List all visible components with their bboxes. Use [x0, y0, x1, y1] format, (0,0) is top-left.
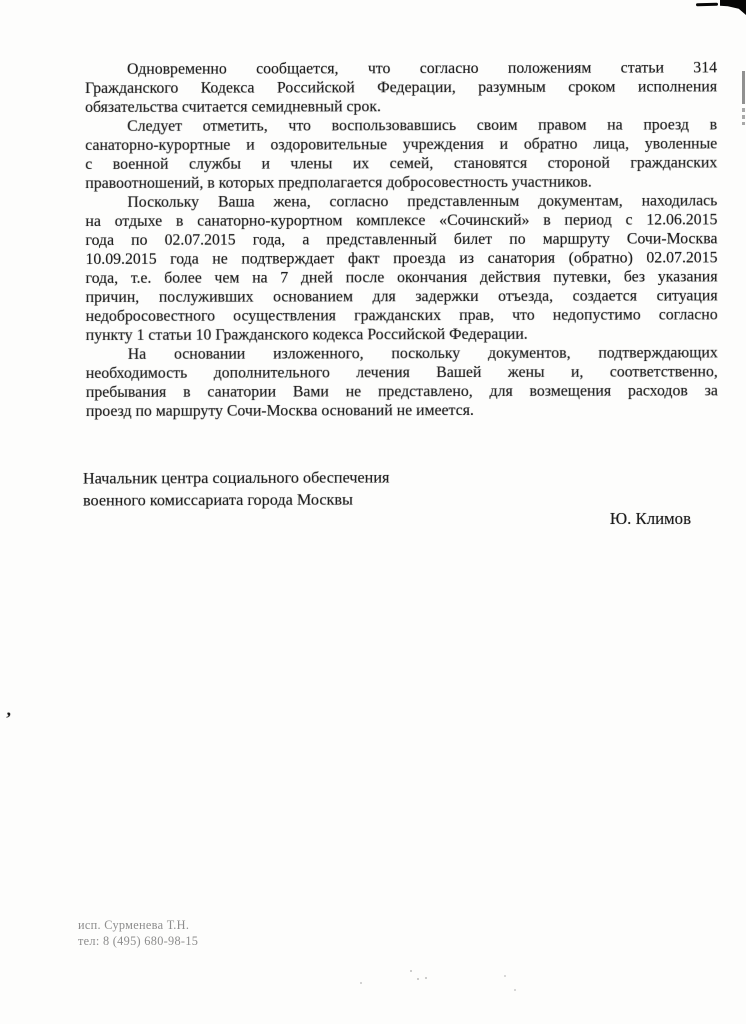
- paragraph-line: Следует отметить, что воспользовавшись своим правом на проезд в: [127, 116, 718, 135]
- signatory-name: Ю. Климов: [609, 509, 691, 528]
- scan-speck: [425, 977, 427, 979]
- paragraph-line: На основании изложенного, поскольку документов, подтверждающих: [127, 344, 718, 363]
- paragraph-line: проезд по маршруту Сочи-Москва оснований не имеется.: [85, 401, 474, 420]
- paragraph-line: санаторно-курортные и оздоровительные учреждения и обратно лица, уволенные: [85, 135, 718, 154]
- scan-artifact-right-edge-dash: [742, 108, 745, 112]
- paragraph-line: правоотношений, в которых предполагается добросовестность участников.: [85, 173, 592, 192]
- paragraph-line: 10.09.2015 года не подтверждает факт проезда из санатория (обратно) 02.07.2015: [85, 249, 718, 268]
- executor-phone: тел: 8 (495) 680-98-15: [78, 934, 199, 948]
- scan-artifact-right-edge-dash: [742, 115, 745, 119]
- paragraph-line: Одновременно сообщается, что согласно положениям статьи 314: [127, 59, 718, 78]
- paragraph-line: причин, послуживших основанием для задержки отъезда, создается ситуация: [85, 287, 718, 306]
- scan-artifact-right-edge: [742, 71, 745, 104]
- paragraph-line: с военной службы и члены их семей, становятся стороной гражданских: [85, 154, 718, 173]
- paragraph-line: года, т.е. более чем на 7 дней после окончания действия путевки, без указания: [85, 268, 718, 287]
- paragraph-line: необходимость дополнительного лечения Вашей жены и, соответственно,: [85, 363, 718, 382]
- scan-artifact-left-margin-mark: ,: [6, 698, 13, 720]
- paragraph-line: недобросовестного осуществления гражданских прав, что недопустимо согласно: [85, 306, 718, 325]
- scan-artifact-corner: [720, 0, 746, 15]
- paragraph-line: Гражданского Кодекса Российской Федерации, разумным сроком исполнения: [85, 78, 718, 97]
- paragraph-line: обязательства считается семидневный срок.: [85, 98, 382, 116]
- signature-block: [83, 467, 390, 511]
- scan-speck: [504, 975, 506, 977]
- executor-block: [78, 917, 198, 949]
- scan-speck: [410, 970, 412, 972]
- scan-speck: [417, 978, 419, 980]
- paragraph-line: пункту 1 статьи 10 Гражданского кодекса Российской Федерации.: [85, 325, 528, 344]
- paragraph-line: года по 02.07.2015 года, а представленный билет по маршруту Сочи-Москва: [85, 230, 718, 249]
- signatory-title-line-2: военного комиссариата города Москвы: [83, 490, 353, 510]
- paragraph-line: Поскольку Ваша жена, согласно представленным документам, находилась: [127, 192, 718, 211]
- scan-artifact-top-line: [696, 3, 718, 6]
- executor-name: исп. Сурменева Т.Н.: [78, 918, 190, 932]
- paragraph-line: пребывания в санатории Вами не представлено, для возмещения расходов за: [85, 382, 718, 401]
- scan-artifact-right-edge-dash: [742, 122, 745, 125]
- scan-speck: [514, 989, 516, 991]
- letter-body: [85, 58, 718, 421]
- paragraph-line: на отдыхе в санаторно-курортном комплексе «Сочинский» в период с 12.06.2015: [85, 211, 718, 230]
- signatory-title-line-1: Начальник центра социального обеспечения: [82, 468, 390, 488]
- scan-speck: [360, 982, 362, 984]
